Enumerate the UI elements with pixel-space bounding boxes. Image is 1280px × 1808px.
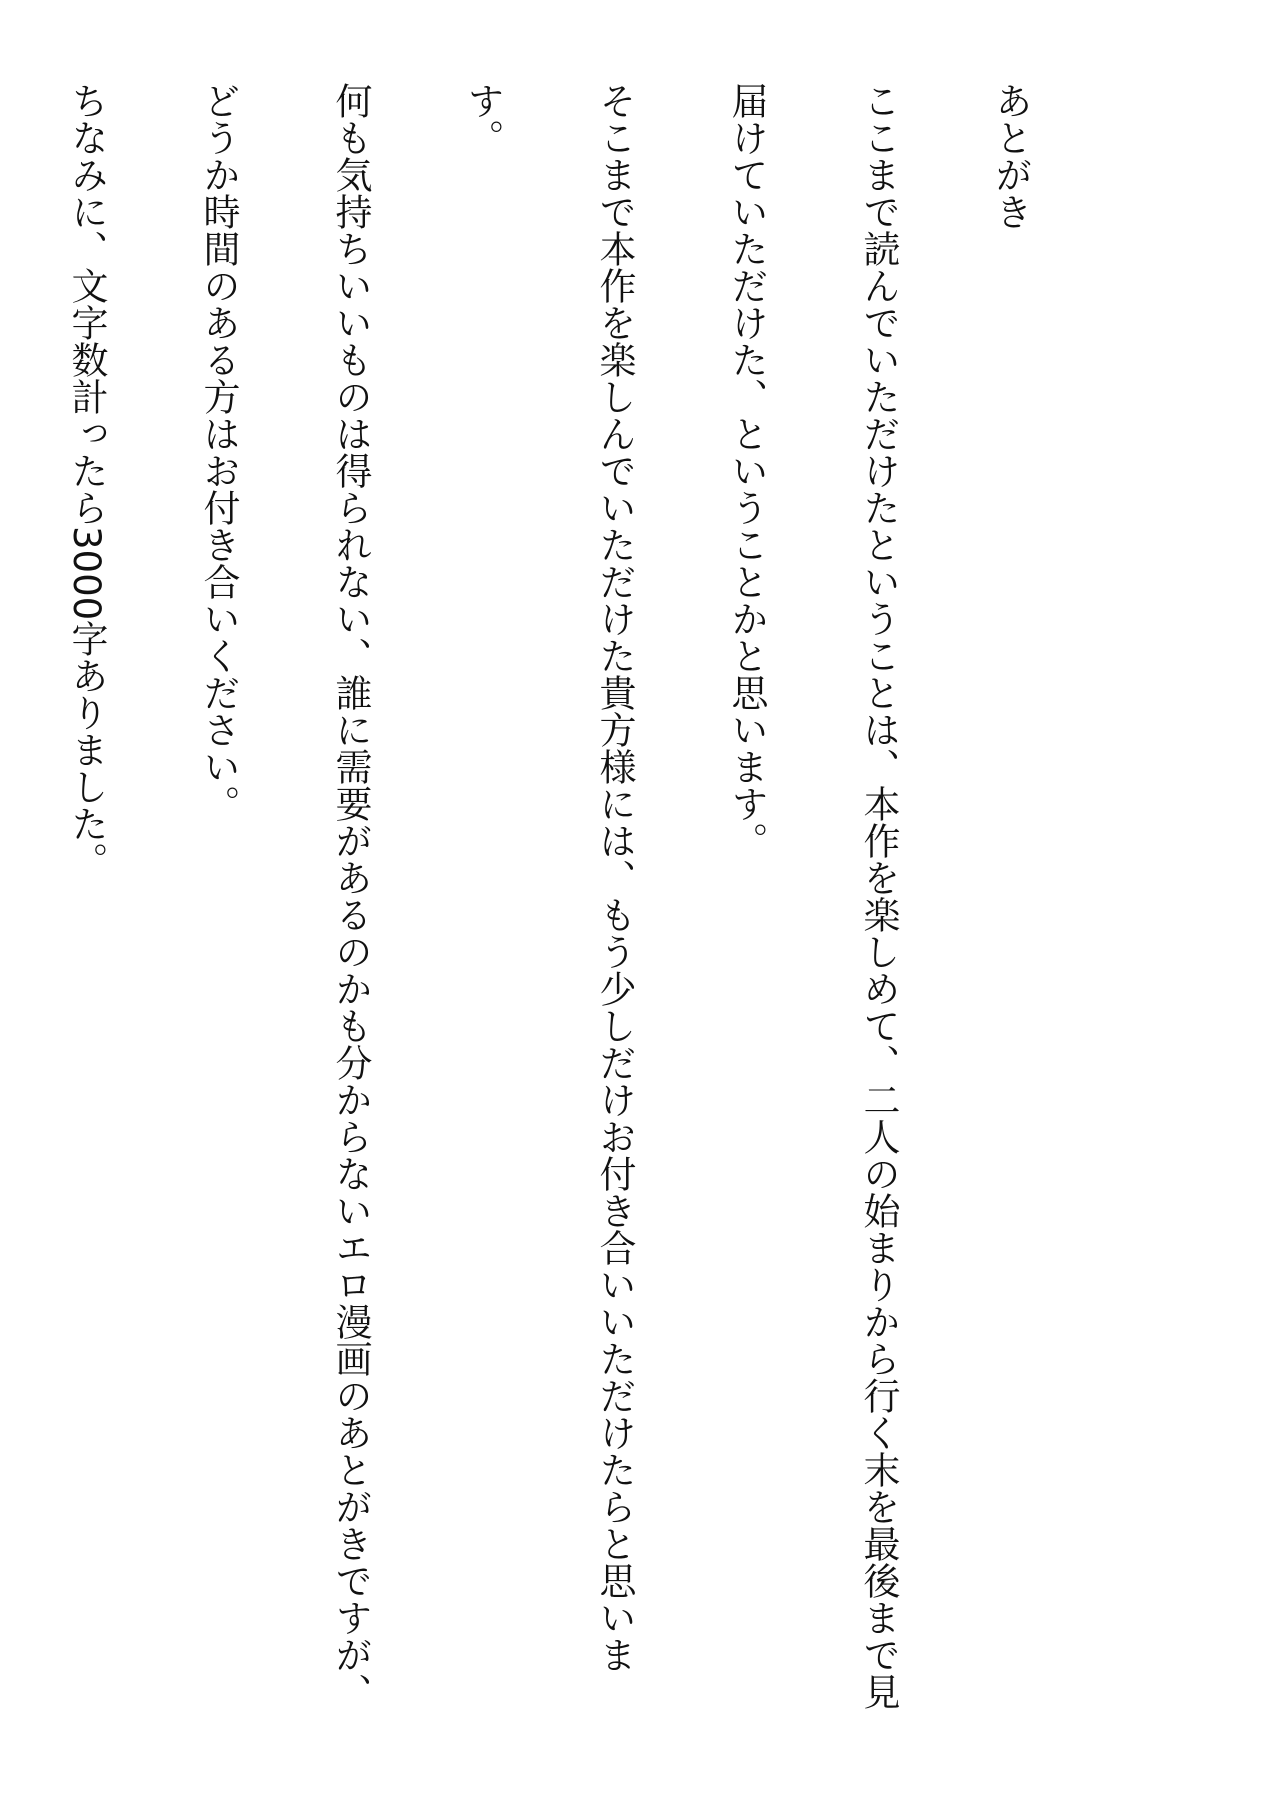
text-line: どうか時間のある方はお付き合いください。 [197, 82, 240, 822]
text-line: 届けていただけた、ということかと思います。 [725, 82, 768, 859]
text-line: ちなみに、文字数計ったら3000字ありました。 [65, 82, 108, 880]
text-line: そこまで本作を楽しんでいただけた貴方様には、もう少しだけお付き合いいただけたらと思いま [593, 82, 636, 1673]
text-line: 何も気持ちいいものは得られない、誰に需要があるのかも分からないエロ漫画のあとがきですが、 [329, 82, 372, 1710]
text-line: す。 [461, 82, 504, 156]
afterword-body [0, 82, 1120, 1762]
page-title: あとがき [989, 82, 1032, 230]
text-line: ここまで読んでいただけたということは、本作を楽しめて、二人の始まりから行く末を最後まで見 [857, 82, 900, 1710]
